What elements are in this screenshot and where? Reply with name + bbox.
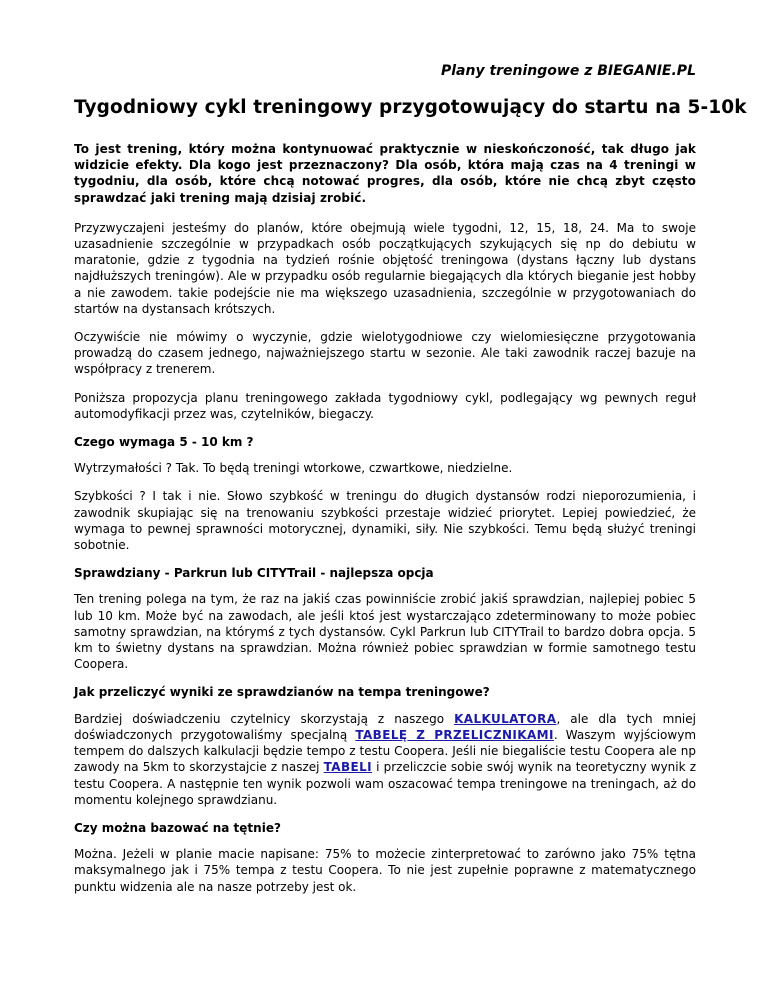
text-run: . Waszym wyjściowym tempem do dalszych kalkulacji będzie tempo z testu Coopera. Jeśli nie biegaliście testu Coopera ale np zawody na 5km to skorzystajcie z naszej [74, 727, 697, 775]
paragraph: Ten trening polega na tym, że raz na jakiś czas powinniście zrobić jakiś sprawdzian, najlepiej pobiec 5 lub 10 km. Może być na zawodach, ale jeśli ktoś jest wystarczająco zdeterminowany to może pobiec samotny sprawdzian, na którymś z tych dystansów. Cykl Parkrun lub CITYTrail to bardzo dobra opcja. 5 km to świetny dystans na sprawdzian. Można również pobiec sprawdzian w formie samotnego testu Coopera. [74, 592, 696, 672]
table-link[interactable]: TABELI [323, 760, 373, 775]
article-body [74, 141, 696, 907]
conversion-table-link[interactable]: TABELĘ Z PRZELICZNIKAMI [355, 727, 554, 742]
section-heading-heart-rate: Czy można bazować na tętnie? [74, 820, 281, 835]
section-heading-requirements: Czego wymaga 5 - 10 km ? [74, 435, 254, 450]
section-heading-pace-conversion: Jak przeliczyć wyniki ze sprawdzianów na tempa treningowe? [74, 685, 490, 700]
text-run: i przeliczcie sobie swój wynik na teoretyczny wynik z testu Coopera. A następnie ten wynik pozwoli wam oszacować tempa treningowe na treningach, aż do momentu kolejnego sprawdzianu. [74, 760, 696, 807]
page-title: Tygodniowy cykl treningowy przygotowujący do startu na 5-10k [74, 97, 747, 118]
paragraph: Szybkości ? I tak i nie. Słowo szybkość w treningu do długich dystansów rodzi nieporozumienia, i zawodnik skupiając się na trenowaniu szybkości przestaje widzieć priorytet. Lepiej powiedzieć, że wymaga to pewnej sprawności motorycznej, dynamiki, siły. Nie szybkości. Temu będą służyć treningi sobotnie. [74, 489, 696, 553]
intro-paragraph: To jest trening, który można kontynuować praktycznie w nieskończoność, tak długo jak widzicie efekty. Dla kogo jest przeznaczony? Dla osób, która mają czas na 4 treningi w tygodniu, dla osób, które chcą notować progres, dla osób, które nie chcą zbyt często sprawdzać jaki trening mają dzisiaj zrobić. [74, 142, 696, 205]
site-header-label: Plany treningowe z BIEGANIE.PL [440, 63, 696, 79]
text-run: , ale dla tych mniej doświadczonych przygotowaliśmy specjalną [74, 711, 696, 742]
paragraph: Wytrzymałości ? Tak. To będą treningi wtorkowe, czwartkowe, niedzielne. [74, 461, 513, 476]
paragraph: Przyzwyczajeni jesteśmy do planów, które obejmują wiele tygodni, 12, 15, 18, 24. Ma to swoje uzasadnienie szczególnie w przypadkach osób początkujących szykujących się np do debiutu w maratonie, gdzie z tygodnia na tydzień rośnie objętość treningowa (dystans łączny lub dystans najdłuższych treningów). Ale w przypadku osób regularnie biegających dla których bieganie jest hobby a nie zawodem. takie podejście nie ma większego uzasadnienia, szczególnie w przygotowaniach do startów na dystansach krótszych. [74, 220, 696, 316]
paragraph-with-links [74, 711, 696, 808]
section-heading-tests: Sprawdziany - Parkrun lub CITYTrail - najlepsza opcja [74, 566, 434, 581]
paragraph: Poniższa propozycja planu treningowego zakłada tygodniowy cykl, podlegający wg pewnych reguł automodyfikacji przez was, czytelników, biegaczy. [74, 390, 696, 421]
text-run: Bardziej doświadczeniu czytelnicy skorzystają z naszego [74, 711, 455, 726]
paragraph: Oczywiście nie mówimy o wyczynie, gdzie wielotygodniowe czy wielomiesięczne przygotowania prowadzą do czasem jednego, najważniejszego startu w sezonie. Ale taki zawodnik raczej bazuje na współpracy z trenerem. [74, 330, 696, 377]
paragraph: Można. Jeżeli w planie macie napisane: 75% to możecie zinterpretować to zarówno jako 75% tętna maksymalnego jak i 75% tempa z testu Coopera. To nie jest zupełnie poprawne z matematycznego punktu widzenia ale na nasze potrzeby jest ok. [74, 847, 696, 894]
calculator-link[interactable]: KALKULATORA [454, 711, 557, 726]
